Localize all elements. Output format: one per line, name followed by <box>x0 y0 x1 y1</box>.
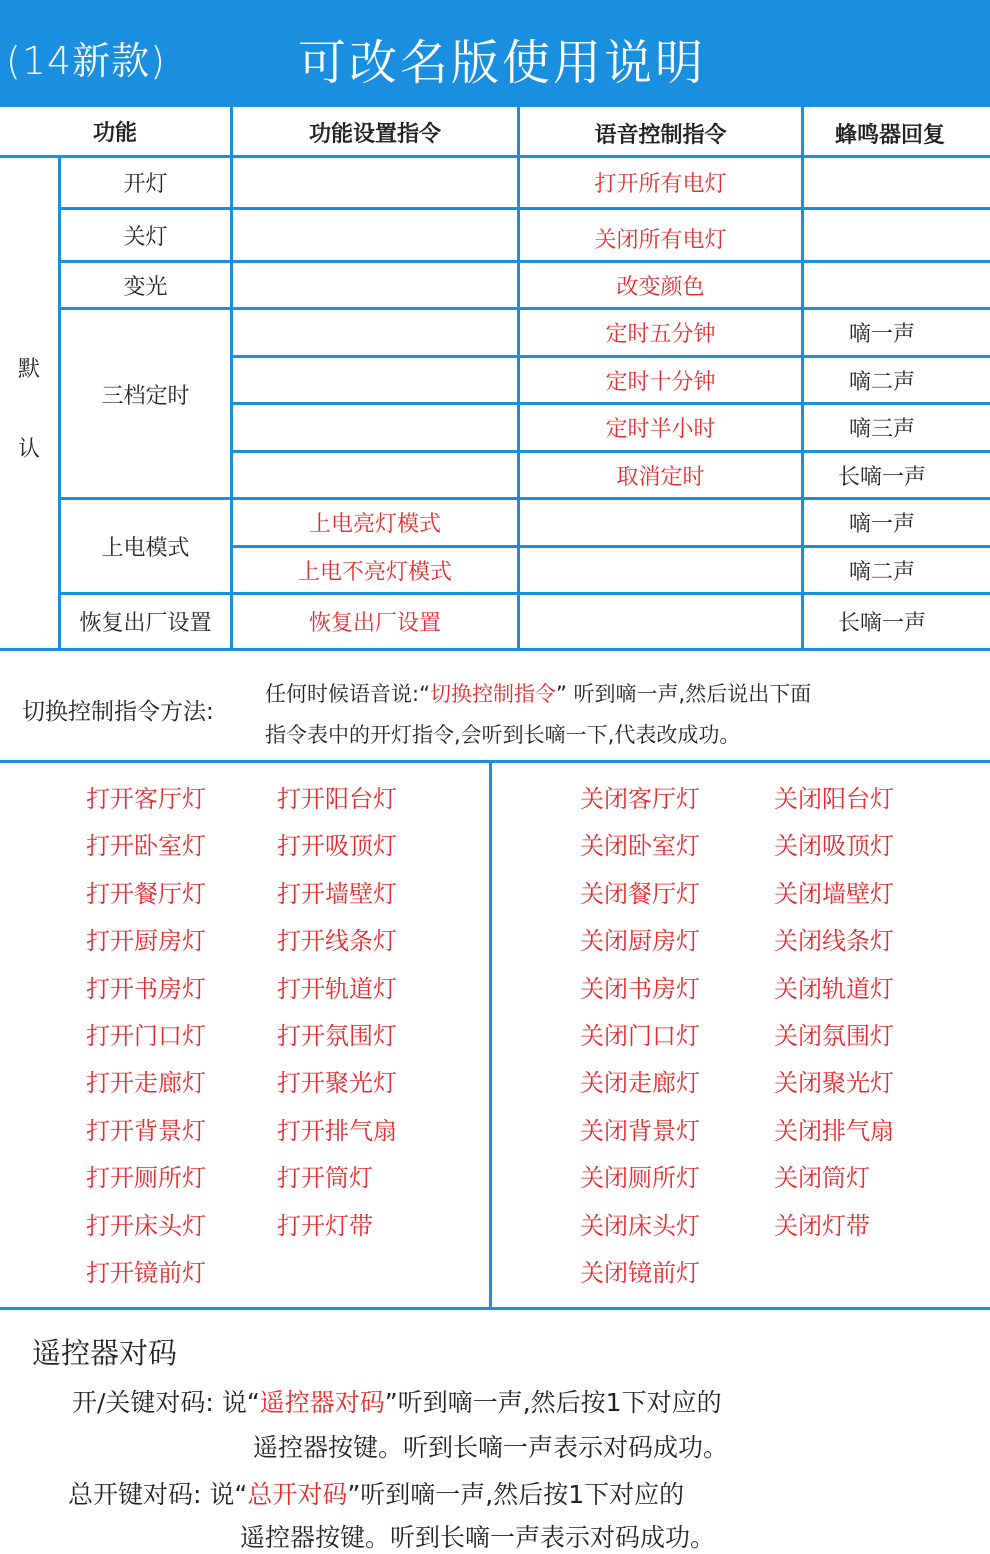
feature-on: 开灯 <box>123 172 168 197</box>
command-close-b-6: 关闭氛围灯 <box>774 1022 894 1050</box>
feature-color: 变光 <box>123 274 168 300</box>
switch-method-line1-prefix: 任何时候语音说:“ <box>265 682 430 706</box>
command-close-b-10: 关闭灯带 <box>774 1211 870 1240</box>
group-label-char-2: 认 <box>17 436 40 462</box>
command-open-b-4: 打开线条灯 <box>277 927 397 956</box>
command-open-b-2: 打开吸顶灯 <box>277 832 397 861</box>
remote-onoff-line2: 遥控器按键。听到长嘀一声表示对码成功。 <box>253 1433 729 1462</box>
switch-method-highlight: 切换控制指令 <box>429 682 556 706</box>
voice-on: 打开所有电灯 <box>594 172 727 197</box>
feature-off: 关灯 <box>123 224 168 250</box>
command-close-a-5: 关闭书房灯 <box>580 974 700 1003</box>
command-open-b-8: 打开排气扇 <box>277 1116 397 1145</box>
command-close-b-8: 关闭排气扇 <box>774 1116 894 1145</box>
command-close-b-2: 关闭吸顶灯 <box>774 832 894 861</box>
voice-timer-cancel: 取消定时 <box>616 464 705 490</box>
header-buzzer: 蜂鸣器回复 <box>834 122 945 148</box>
command-close-a-3: 关闭餐厅灯 <box>580 879 700 908</box>
command-open-a-4: 打开厨房灯 <box>86 927 206 956</box>
feature-reset: 恢复出厂设置 <box>79 611 212 636</box>
header-voice: 语音控制指令 <box>594 122 727 148</box>
header-feature: 功能 <box>92 120 137 146</box>
setting-power-on: 上电亮灯模式 <box>308 512 441 537</box>
command-open-a-11: 打开镜前灯 <box>86 1259 206 1287</box>
command-close-a-4: 关闭厨房灯 <box>580 927 700 956</box>
command-close-b-7: 关闭聚光灯 <box>774 1069 894 1098</box>
feature-power: 上电模式 <box>101 535 190 561</box>
switch-method-label: 切换控制指令方法: <box>22 699 214 725</box>
command-open-a-5: 打开书房灯 <box>86 974 206 1003</box>
remote-master-label: 总开键对码: <box>68 1480 202 1509</box>
remote-master-suffix: ”听到嘀一声,然后按1下对应的 <box>347 1480 685 1509</box>
remote-master-line1 <box>68 1475 684 1511</box>
command-open-b-3: 打开墙壁灯 <box>277 879 397 908</box>
version-tag: (14新款) <box>6 39 167 83</box>
command-open-b-5: 打开轨道灯 <box>277 974 397 1003</box>
command-open-a-7: 打开走廊灯 <box>86 1069 206 1098</box>
voice-timer-10min: 定时十分钟 <box>605 369 716 395</box>
command-close-b-9: 关闭筒灯 <box>774 1164 870 1193</box>
command-open-a-10: 打开床头灯 <box>86 1211 206 1240</box>
command-open-b-1: 打开阳台灯 <box>277 785 397 813</box>
command-close-a-10: 关闭床头灯 <box>580 1211 700 1240</box>
command-close-a-11: 关闭镜前灯 <box>580 1259 700 1287</box>
remote-master-highlight: 总开对码 <box>247 1480 348 1509</box>
remote-pairing-title: 遥控器对码 <box>32 1336 178 1370</box>
command-close-b-1: 关闭阳台灯 <box>774 785 894 813</box>
switch-method-line2: 指令表中的开灯指令,会听到长嘀一下,代表改成功。 <box>265 723 741 747</box>
command-open-b-10: 打开灯带 <box>277 1211 373 1240</box>
remote-onoff-highlight: 遥控器对码 <box>259 1388 385 1417</box>
reply-timer-10min: 嘀二声 <box>848 369 915 395</box>
command-open-a-9: 打开厕所灯 <box>86 1164 206 1193</box>
command-close-b-3: 关闭墙壁灯 <box>774 879 894 908</box>
remote-onoff-prefix: 说“ <box>221 1388 260 1417</box>
reply-power-off: 嘀二声 <box>848 559 915 585</box>
command-open-a-8: 打开背景灯 <box>86 1116 206 1145</box>
command-close-b-4: 关闭线条灯 <box>774 927 894 956</box>
remote-onoff-line1 <box>72 1383 722 1419</box>
command-open-a-1: 打开客厅灯 <box>86 785 206 813</box>
command-close-b-5: 关闭轨道灯 <box>774 974 894 1003</box>
voice-off: 关闭所有电灯 <box>594 227 727 253</box>
instruction-table <box>0 107 990 651</box>
command-open-b-7: 打开聚光灯 <box>277 1069 397 1098</box>
reply-timer-30min: 嘀三声 <box>848 417 915 442</box>
reply-reset: 长嘀一声 <box>837 611 926 636</box>
command-close-a-8: 关闭背景灯 <box>580 1116 700 1145</box>
reply-timer-cancel: 长嘀一声 <box>837 464 926 490</box>
command-open-b-9: 打开筒灯 <box>277 1164 373 1193</box>
command-close-a-9: 关闭厕所灯 <box>580 1164 700 1193</box>
command-open-a-6: 打开门口灯 <box>86 1022 206 1050</box>
page-title: 可改名版使用说明 <box>298 35 707 91</box>
command-close-a-2: 关闭卧室灯 <box>580 832 700 861</box>
command-close-a-6: 关闭门口灯 <box>580 1022 700 1050</box>
remote-master-prefix: 说“ <box>209 1480 248 1509</box>
reply-timer-5min: 嘀一声 <box>848 322 915 347</box>
reply-power-on: 嘀一声 <box>848 512 915 537</box>
remote-onoff-label: 开/关键对码: <box>72 1388 214 1417</box>
command-open-a-3: 打开餐厅灯 <box>86 879 206 908</box>
command-close-a-7: 关闭走廊灯 <box>580 1069 700 1098</box>
switch-method-line1-suffix: ” 听到嘀一声,然后说出下面 <box>555 682 812 706</box>
command-open-b-6: 打开氛围灯 <box>277 1022 397 1050</box>
voice-timer-30min: 定时半小时 <box>605 417 716 442</box>
header-setting: 功能设置指令 <box>308 121 441 147</box>
voice-timer-5min: 定时五分钟 <box>605 322 716 347</box>
command-open-a-2: 打开卧室灯 <box>86 832 206 861</box>
remote-onoff-suffix: ”听到嘀一声,然后按1下对应的 <box>384 1388 722 1417</box>
header-banner <box>0 0 990 107</box>
setting-reset: 恢复出厂设置 <box>308 611 441 636</box>
voice-color: 改变颜色 <box>616 274 705 300</box>
switch-method-text <box>265 674 965 756</box>
setting-power-off: 上电不亮灯模式 <box>297 559 452 585</box>
group-label-char-1: 默 <box>17 356 40 382</box>
command-close-a-1: 关闭客厅灯 <box>580 785 700 813</box>
feature-timer: 三档定时 <box>101 384 190 409</box>
remote-master-line2: 遥控器按键。听到长嘀一声表示对码成功。 <box>240 1523 716 1552</box>
